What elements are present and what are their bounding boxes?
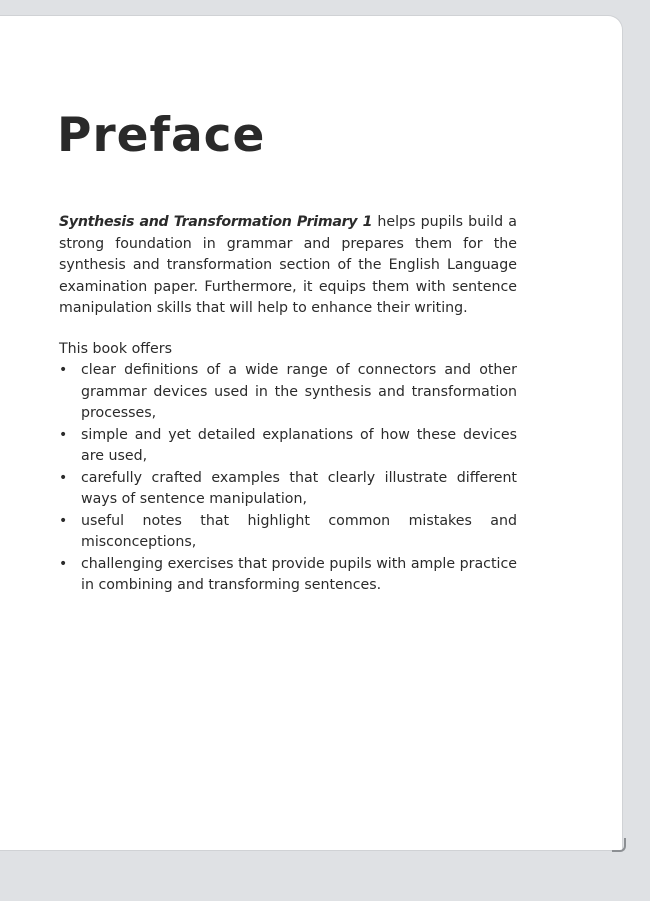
- bullet-icon: •: [59, 426, 68, 443]
- feature-text: useful notes that highlight common mistakes and misconceptions,: [81, 512, 517, 550]
- feature-text: challenging exercises that provide pupils with ample practice in combining and transforming sentences.: [81, 555, 517, 593]
- intro-paragraph: [59, 212, 517, 320]
- book-title: Synthesis and Transformation Primary 1: [59, 214, 373, 230]
- list-item: [59, 425, 517, 468]
- offers-label: This book offers: [59, 340, 173, 357]
- list-item: [59, 468, 517, 511]
- list-item: [59, 360, 517, 425]
- document-page: [0, 16, 622, 850]
- list-item: [59, 554, 517, 597]
- feature-text: clear definitions of a wide range of connectors and other grammar devices used in the synthesis and transformation processes,: [81, 362, 517, 421]
- intro-text: helps pupils build a strong foundation in grammar and prepares them for the synthesis and transformation section of the English Language examination paper. Furthermore, it equips them with sentence manipulation skills that will help to enhance their writing.: [59, 214, 517, 316]
- bullet-icon: •: [59, 512, 68, 529]
- bullet-icon: •: [59, 555, 68, 572]
- feature-text: simple and yet detailed explanations of how these devices are used,: [81, 426, 517, 464]
- bullet-icon: •: [59, 362, 68, 378]
- list-item: [59, 511, 517, 554]
- preface-content: [59, 212, 517, 597]
- feature-text: carefully crafted examples that clearly illustrate different ways of sentence manipulation,: [81, 469, 517, 507]
- features-list: [59, 360, 517, 597]
- bullet-icon: •: [59, 469, 68, 486]
- page-curl-corner: [612, 838, 626, 852]
- page-title: Preface: [57, 108, 266, 163]
